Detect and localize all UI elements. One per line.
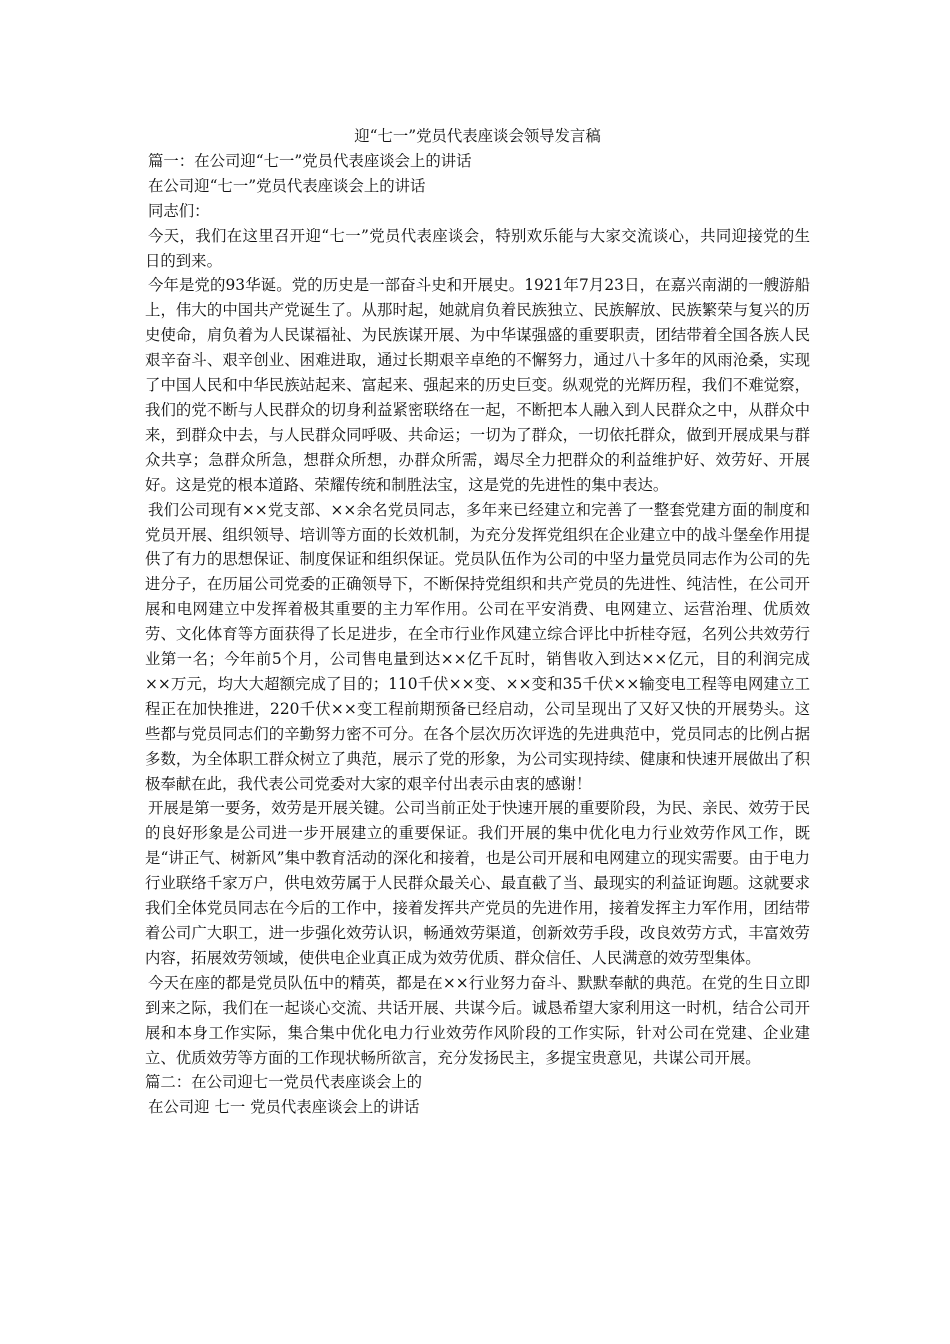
- part1-heading: 篇一：在公司迎“七一”党员代表座谈会上的讲话: [148, 151, 472, 170]
- paragraph-closing: 今天在座的都是党员队伍中的精英，都是在××行业努力奋斗、默默奉献的典范。在党的生日立即到来之际，我们在一起谈心交流、共话开展、共谋今后。诚恳希望大家利用这一时机，结合公司开展和本身工作实际，集合集中优化电力行业效劳作风阶段的工作实际，针对公司在党建、企业建立、优质效劳等方面的工作现状畅所欲言，充分发扬民主，多提宝贵意见，共谋公司开展。: [145, 973, 810, 1067]
- part2-heading: 篇二：在公司迎七一党员代表座谈会上的: [145, 1073, 423, 1092]
- part2-subtitle: 在公司迎 七一 党员代表座谈会上的讲话: [148, 1098, 420, 1117]
- paragraph-party-history: 今年是党的93华诞。党的历史是一部奋斗史和开展史。1921年7月23日，在嘉兴南湖的一艘游船上，伟大的中国共产党诞生了。从那时起，她就肩负着民族独立、民族解放、民族繁荣与复兴的历史使命，肩负着为人民谋福祉、为民族谋开展、为中华谋强盛的重要职责，团结带着全国各族人民艰辛奋斗、艰辛创业、困难进取，通过长期艰辛卓绝的不懈努力，通过八十多年的风雨沧桑，实现了中国人民和中华民族站起来、富起来、强起来的历史巨变。纵观党的光辉历程，我们不难觉察，我们的党不断与人民群众的切身利益紧密联络在一起，不断把本人融入到人民群众之中，从群众中来，到群众中去，与人民群众同呼吸、共命运；一切为了群众，一切依托群众，做到开展成果与群众共享；急群众所急，想群众所想，办群众所需，竭尽全力把群众的利益维护好、效劳好、开展好。这是党的根本道路、荣耀传统和制胜法宝，这是党的先进性的集中表达。: [145, 276, 810, 494]
- speech-title: 在公司迎“七一”党员代表座谈会上的讲话: [148, 176, 426, 195]
- paragraph-company-achievements: 我们公司现有××党支部、××余名党员同志，多年来已经建立和完善了一整套党建方面的制度和党员开展、组织领导、培训等方面的长效机制，为充分发挥党组织在企业建立中的战斗堡垒作用提供了有力的思想保证、制度保证和组织保证。党员队伍作为公司的中坚力量党员同志作为公司的先进分子，在历届公司党委的正确领导下，不断保持党组织和共产党员的先进性、纯洁性，在公司开展和电网建立中发挥着极其重要的主力军作用。公司在平安消费、电网建立、运营治理、优质效劳、文化体育等方面获得了长足进步，在全市行业作风建立综合评比中折桂夺冠，名列公共效劳行业第一名；今年前5个月，公司售电量到达××亿千瓦时，销售收入到达××亿元，目的利润完成××万元，均大大超额完成了目的；110千伏××变、××变和35千伏××输变电工程等电网建立工程正在加快推进，220千伏××变工程前期预备已经启动，公司呈现出了又好又快的开展势头。这些都与党员同志们的辛勤努力密不可分。在各个层次历次评选的先进典范中，党员同志的比例占据多数，为全体职工群众树立了典范，展示了党的形象，为公司实现持续、健康和快速开展做出了积极奉献在此，我代表公司党委对大家的艰辛付出表示由衷的感谢！: [145, 500, 810, 793]
- paragraph-service-development: 开展是第一要务，效劳是开展关键。公司当前正处于快速开展的重要阶段，为民、亲民、效劳于民的良好形象是公司进一步开展建立的重要保证。我们开展的集中优化电力行业效劳作风工作，既是“讲正气、树新风”集中教育活动的深化和接着，也是公司开展和电网建立的现实需要。由于电力行业联络千家万户，供电效劳属于人民群众最关心、最直截了当、最现实的利益证询题。这就要求我们全体党员同志在今后的工作中，接着发挥共产党员的先进作用，接着发挥主力军作用，团结带着公司广大职工，进一步强化效劳认识，畅通效劳渠道，创新效劳手段，改良效劳方式，丰富效劳内容，拓展效劳领域，使供电企业真正成为效劳优质、群众信任、人民满意的效劳型集体。: [145, 799, 810, 967]
- paragraph-opening: 今天，我们在这里召开迎“七一”党员代表座谈会，特别欢乐能与大家交流谈心，共同迎接党的生日的到来。: [145, 226, 810, 270]
- salutation: 同志们：: [148, 201, 210, 220]
- document-title: 迎“七一”党员代表座谈会领导发言稿: [354, 127, 601, 145]
- document-body: [145, 124, 810, 1120]
